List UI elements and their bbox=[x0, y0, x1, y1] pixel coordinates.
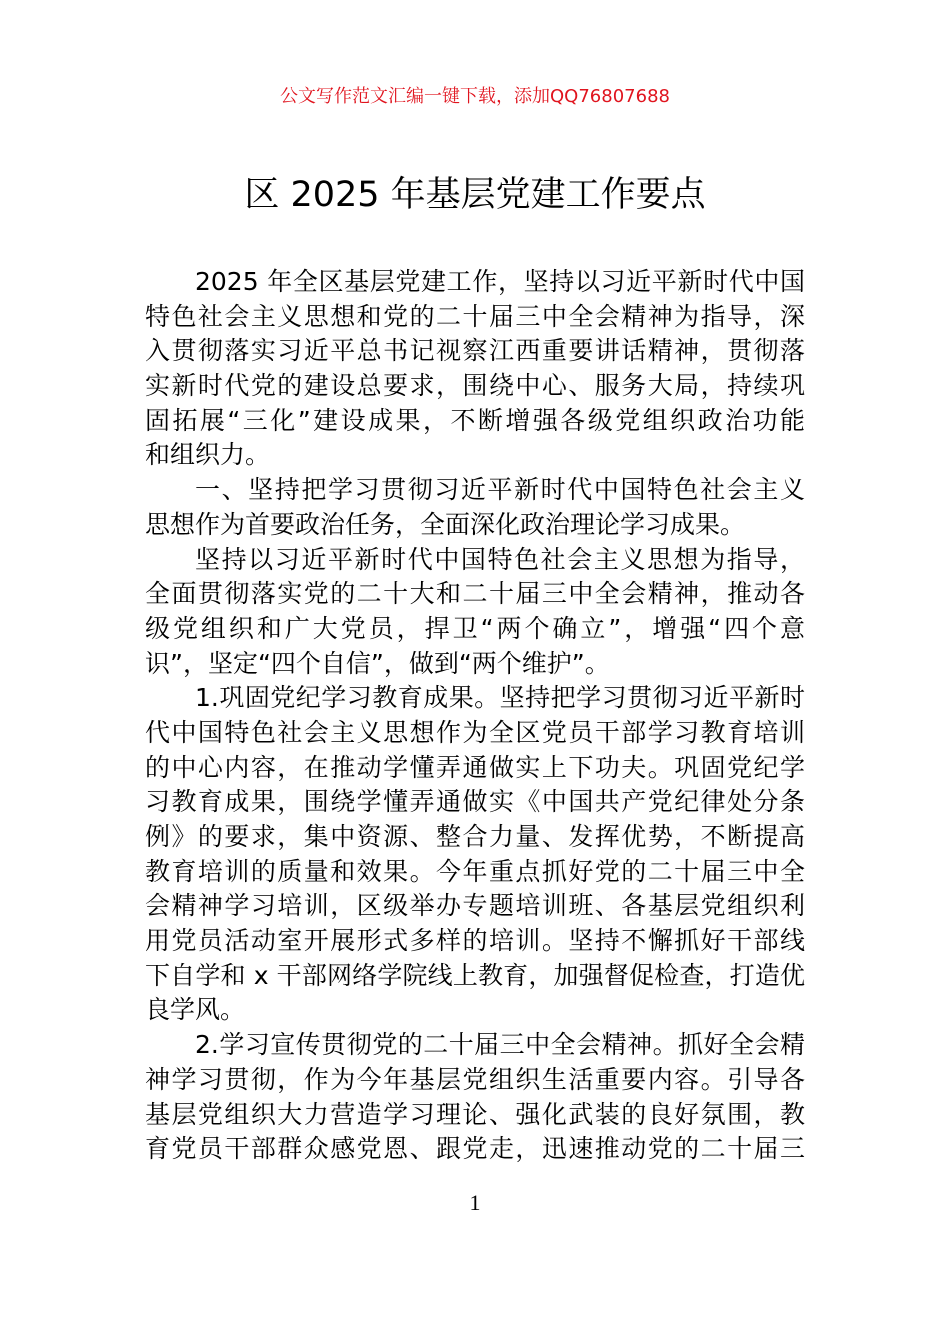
text-line: 基层党组织大力营造学习理论、强化武装的良好氛围，教 bbox=[145, 1099, 805, 1129]
text-line: 例》的要求，集中资源、整合力量、发挥优势，不断提高 bbox=[145, 822, 805, 851]
text-line: 代中国特色社会主义思想作为全区党员干部学习教育培训 bbox=[145, 717, 805, 747]
text-line: 入贯彻落实习近平总书记视察江西重要讲话精神，贯彻落 bbox=[145, 336, 805, 366]
text-line: 的中心内容，在推动学懂弄通做实上下功夫。巩固党纪学 bbox=[145, 752, 805, 782]
text-line: 1.巩固党纪学习教育成果。坚持把学习贯彻习近平新时 bbox=[195, 683, 805, 713]
text-line: 一、坚持把学习贯彻习近平新时代中国特色社会主义 bbox=[195, 475, 805, 505]
text-line: 育党员干部群众感党恩、跟党走，迅速推动党的二十届三 bbox=[145, 1134, 805, 1164]
text-line: 坚持以习近平新时代中国特色社会主义思想为指导， bbox=[195, 544, 805, 574]
text-line: 特色社会主义思想和党的二十届三中全会精神为指导，深 bbox=[145, 301, 805, 331]
text-line: 识”，坚定“四个自信”，做到“两个维护”。 bbox=[145, 648, 610, 678]
text-line: 2.学习宣传贯彻党的二十届三中全会精神。抓好全会精 bbox=[195, 1030, 805, 1060]
paragraph bbox=[145, 681, 805, 1028]
text-line: 固拓展“三化”建设成果，不断增强各级党组织政治功能 bbox=[145, 405, 805, 435]
text-line: 下自学和 x 干部网络学院线上教育，加强督促检查，打造优 bbox=[145, 960, 805, 990]
text-line: 思想作为首要政治任务，全面深化政治理论学习成果。 bbox=[145, 509, 746, 539]
text-line: 神学习贯彻，作为今年基层党组织生活重要内容。引导各 bbox=[145, 1064, 805, 1094]
text-line: 良学风。 bbox=[145, 995, 246, 1025]
document-title: 区 2025 年基层党建工作要点 bbox=[244, 175, 706, 215]
text-line: 用党员活动室开展形式多样的培训。坚持不懈抓好干部线 bbox=[145, 926, 805, 956]
text-line: 2025 年全区基层党建工作，坚持以习近平新时代中国 bbox=[195, 267, 805, 296]
paragraph bbox=[145, 1028, 805, 1167]
text-line: 习教育成果，围绕学懂弄通做实《中国共产党纪律处分条 bbox=[145, 787, 805, 817]
document-body bbox=[145, 265, 805, 1167]
text-line: 实新时代党的建设总要求，围绕中心、服务大局，持续巩 bbox=[145, 371, 805, 401]
paragraph bbox=[145, 265, 805, 473]
text-line: 全面贯彻落实党的二十大和二十届三中全会精神，推动各 bbox=[145, 579, 805, 609]
page-number: 1 bbox=[469, 1190, 481, 1215]
download-banner: 公文写作范文汇编一键下载，添加QQ76807688 bbox=[280, 86, 670, 107]
text-line: 级党组织和广大党员，捍卫“两个确立”，增强“四个意 bbox=[145, 613, 805, 643]
text-line: 教育培训的质量和效果。今年重点抓好党的二十届三中全 bbox=[145, 856, 805, 886]
text-line: 会精神学习培训，区级举办专题培训班、各基层党组织利 bbox=[145, 891, 805, 921]
paragraph bbox=[145, 543, 805, 682]
paragraph bbox=[145, 473, 805, 542]
text-line: 和组织力。 bbox=[145, 440, 271, 470]
